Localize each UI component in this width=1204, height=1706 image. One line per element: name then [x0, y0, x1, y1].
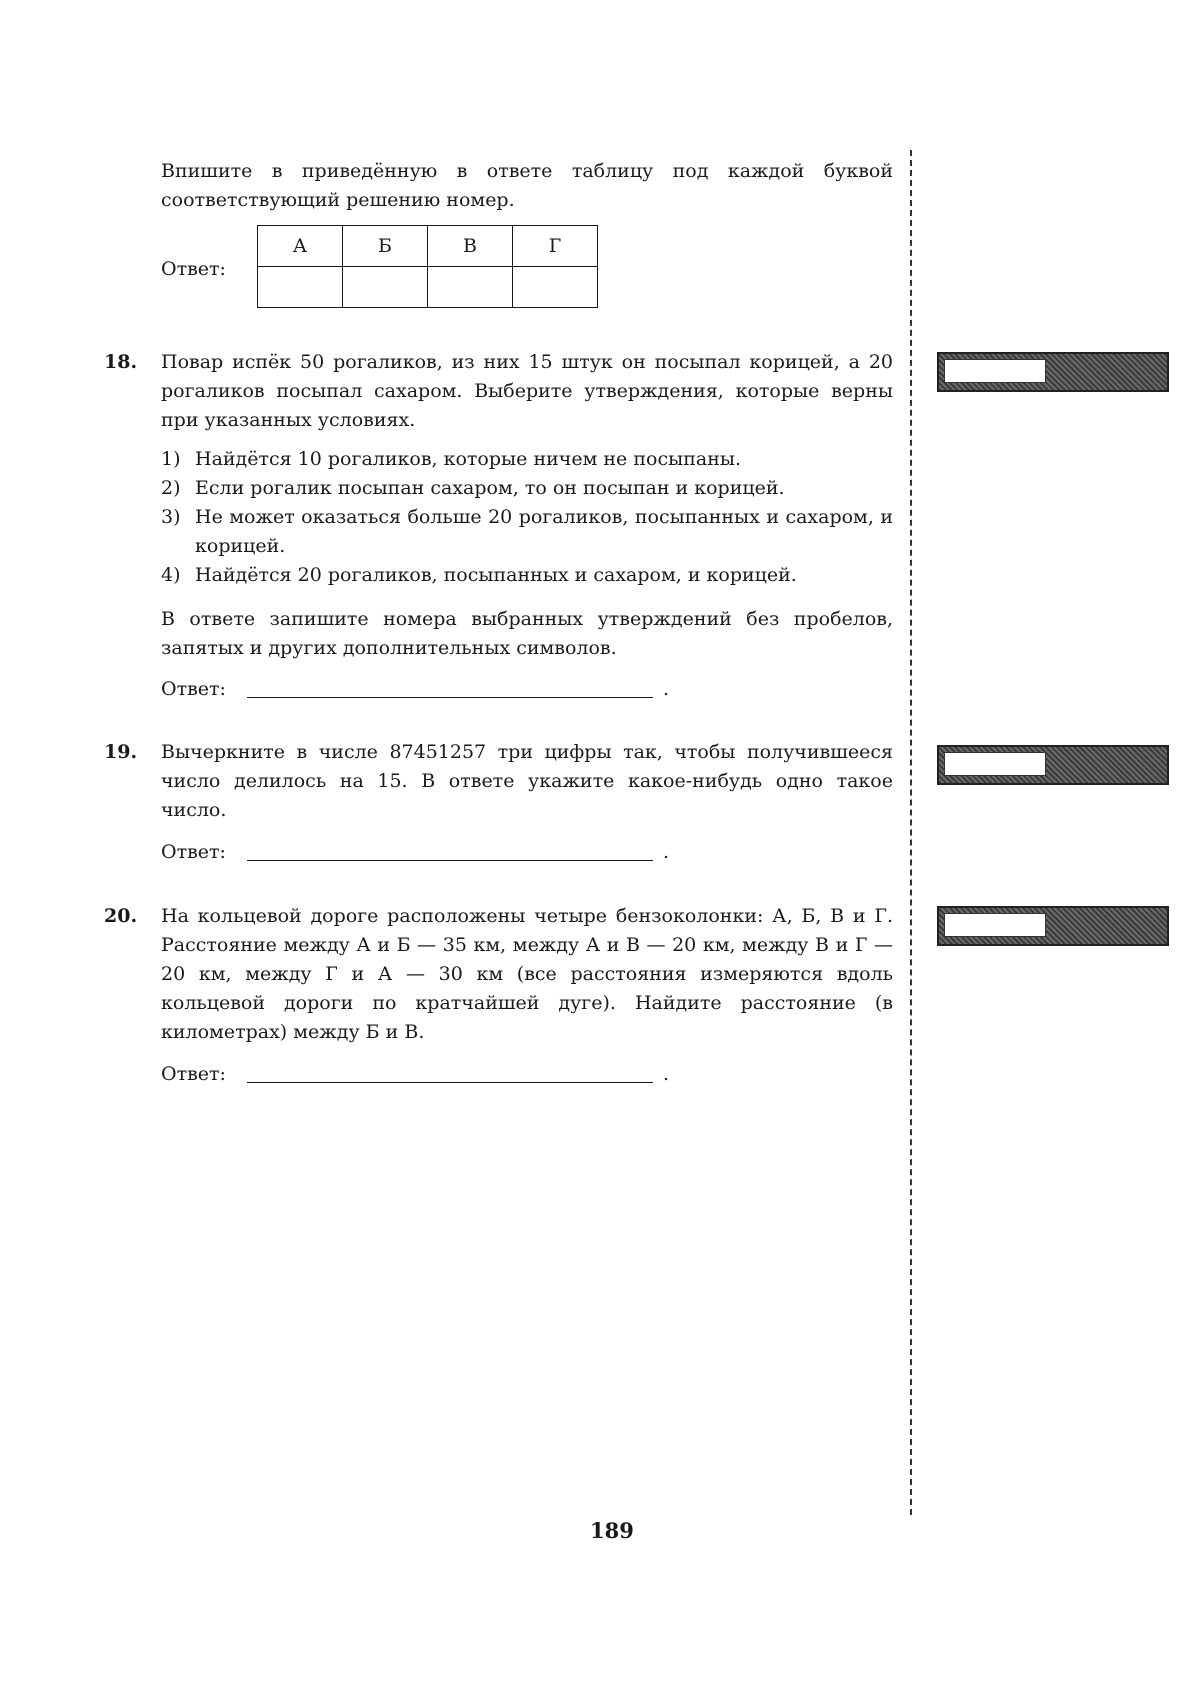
table-header-b: Б — [343, 226, 428, 267]
question-19-answer-end: . — [663, 841, 670, 863]
question-19-number: 19. — [104, 741, 138, 763]
question-20-score-box — [937, 906, 1169, 946]
table-cell-v[interactable] — [428, 267, 513, 308]
table-cell-g[interactable] — [513, 267, 598, 308]
cut-line — [910, 150, 912, 1515]
question-18-answer-label: Ответ: — [161, 678, 226, 700]
question-20-answer-field[interactable] — [247, 1082, 653, 1083]
table-header-a: А — [258, 226, 343, 267]
question-18-number: 18. — [104, 351, 138, 373]
option-3-text: Не может оказаться больше 20 рогаликов, посыпанных и сахаром, и корицей. — [195, 506, 893, 557]
question-19-answer-field[interactable] — [247, 860, 653, 861]
option-1-number: 1) — [161, 448, 181, 470]
question-19-text: Вычеркните в числе 87451257 три цифры так, чтобы получившееся число делилось на 15. В ответе укажите какое-нибудь одно такое число. — [161, 741, 893, 821]
option-2-number: 2) — [161, 477, 181, 499]
table-header-g: Г — [513, 226, 598, 267]
score-box-blank — [944, 359, 1046, 383]
score-box-blank — [944, 752, 1046, 776]
question-18-instruction: В ответе запишите номера выбранных утверждений без пробелов, запятых и других дополнительных символов. — [161, 608, 893, 659]
question-20-number: 20. — [104, 905, 138, 927]
score-box-blank — [944, 913, 1046, 937]
answer-table — [257, 225, 598, 308]
option-4-number: 4) — [161, 564, 181, 586]
question-20-answer-label: Ответ: — [161, 1063, 226, 1085]
question-18-answer-field[interactable] — [247, 697, 653, 698]
question-19-answer-label: Ответ: — [161, 841, 226, 863]
question-19-score-box — [937, 745, 1169, 785]
option-1 — [161, 445, 893, 474]
question-20-answer-end: . — [663, 1063, 670, 1085]
question-18-text: Повар испёк 50 рогаликов, из них 15 штук он посыпал корицей, а 20 рогаликов посыпал сахаром. Выберите утверждения, которые верны при указанных условиях. — [161, 351, 893, 431]
option-4 — [161, 561, 893, 590]
option-2-text: Если рогалик посыпан сахаром, то он посыпан и корицей. — [195, 477, 785, 499]
option-4-text: Найдётся 20 рогаликов, посыпанных и сахаром, и корицей. — [195, 564, 797, 586]
question-18-answer-end: . — [663, 678, 670, 700]
option-3 — [161, 503, 893, 561]
table-cell-b[interactable] — [343, 267, 428, 308]
option-1-text: Найдётся 10 рогаликов, которые ничем не посыпаны. — [195, 448, 742, 470]
option-3-number: 3) — [161, 506, 181, 528]
question-18-score-box — [937, 352, 1169, 392]
question-18-options — [161, 445, 893, 590]
page-number: 189 — [590, 1518, 634, 1543]
intro-text: Впишите в приведённую в ответе таблицу под каждой буквой соответствующий решению номер. — [161, 160, 893, 211]
question-20-text: На кольцевой дороге расположены четыре бензоколонки: А, Б, В и Г. Расстояние между А и Б — 35 км, между А и В — 20 км, между В и Г — 20 км, между Г и А — 30 км (все расстояния измеряются вдоль кольцевой дороги по кратчайшей дуге). Найдите расстояние (в километрах) между Б и В. — [161, 905, 893, 1043]
table-cell-a[interactable] — [258, 267, 343, 308]
option-2 — [161, 474, 893, 503]
intro-answer-label: Ответ: — [161, 258, 226, 280]
table-header-v: В — [428, 226, 513, 267]
